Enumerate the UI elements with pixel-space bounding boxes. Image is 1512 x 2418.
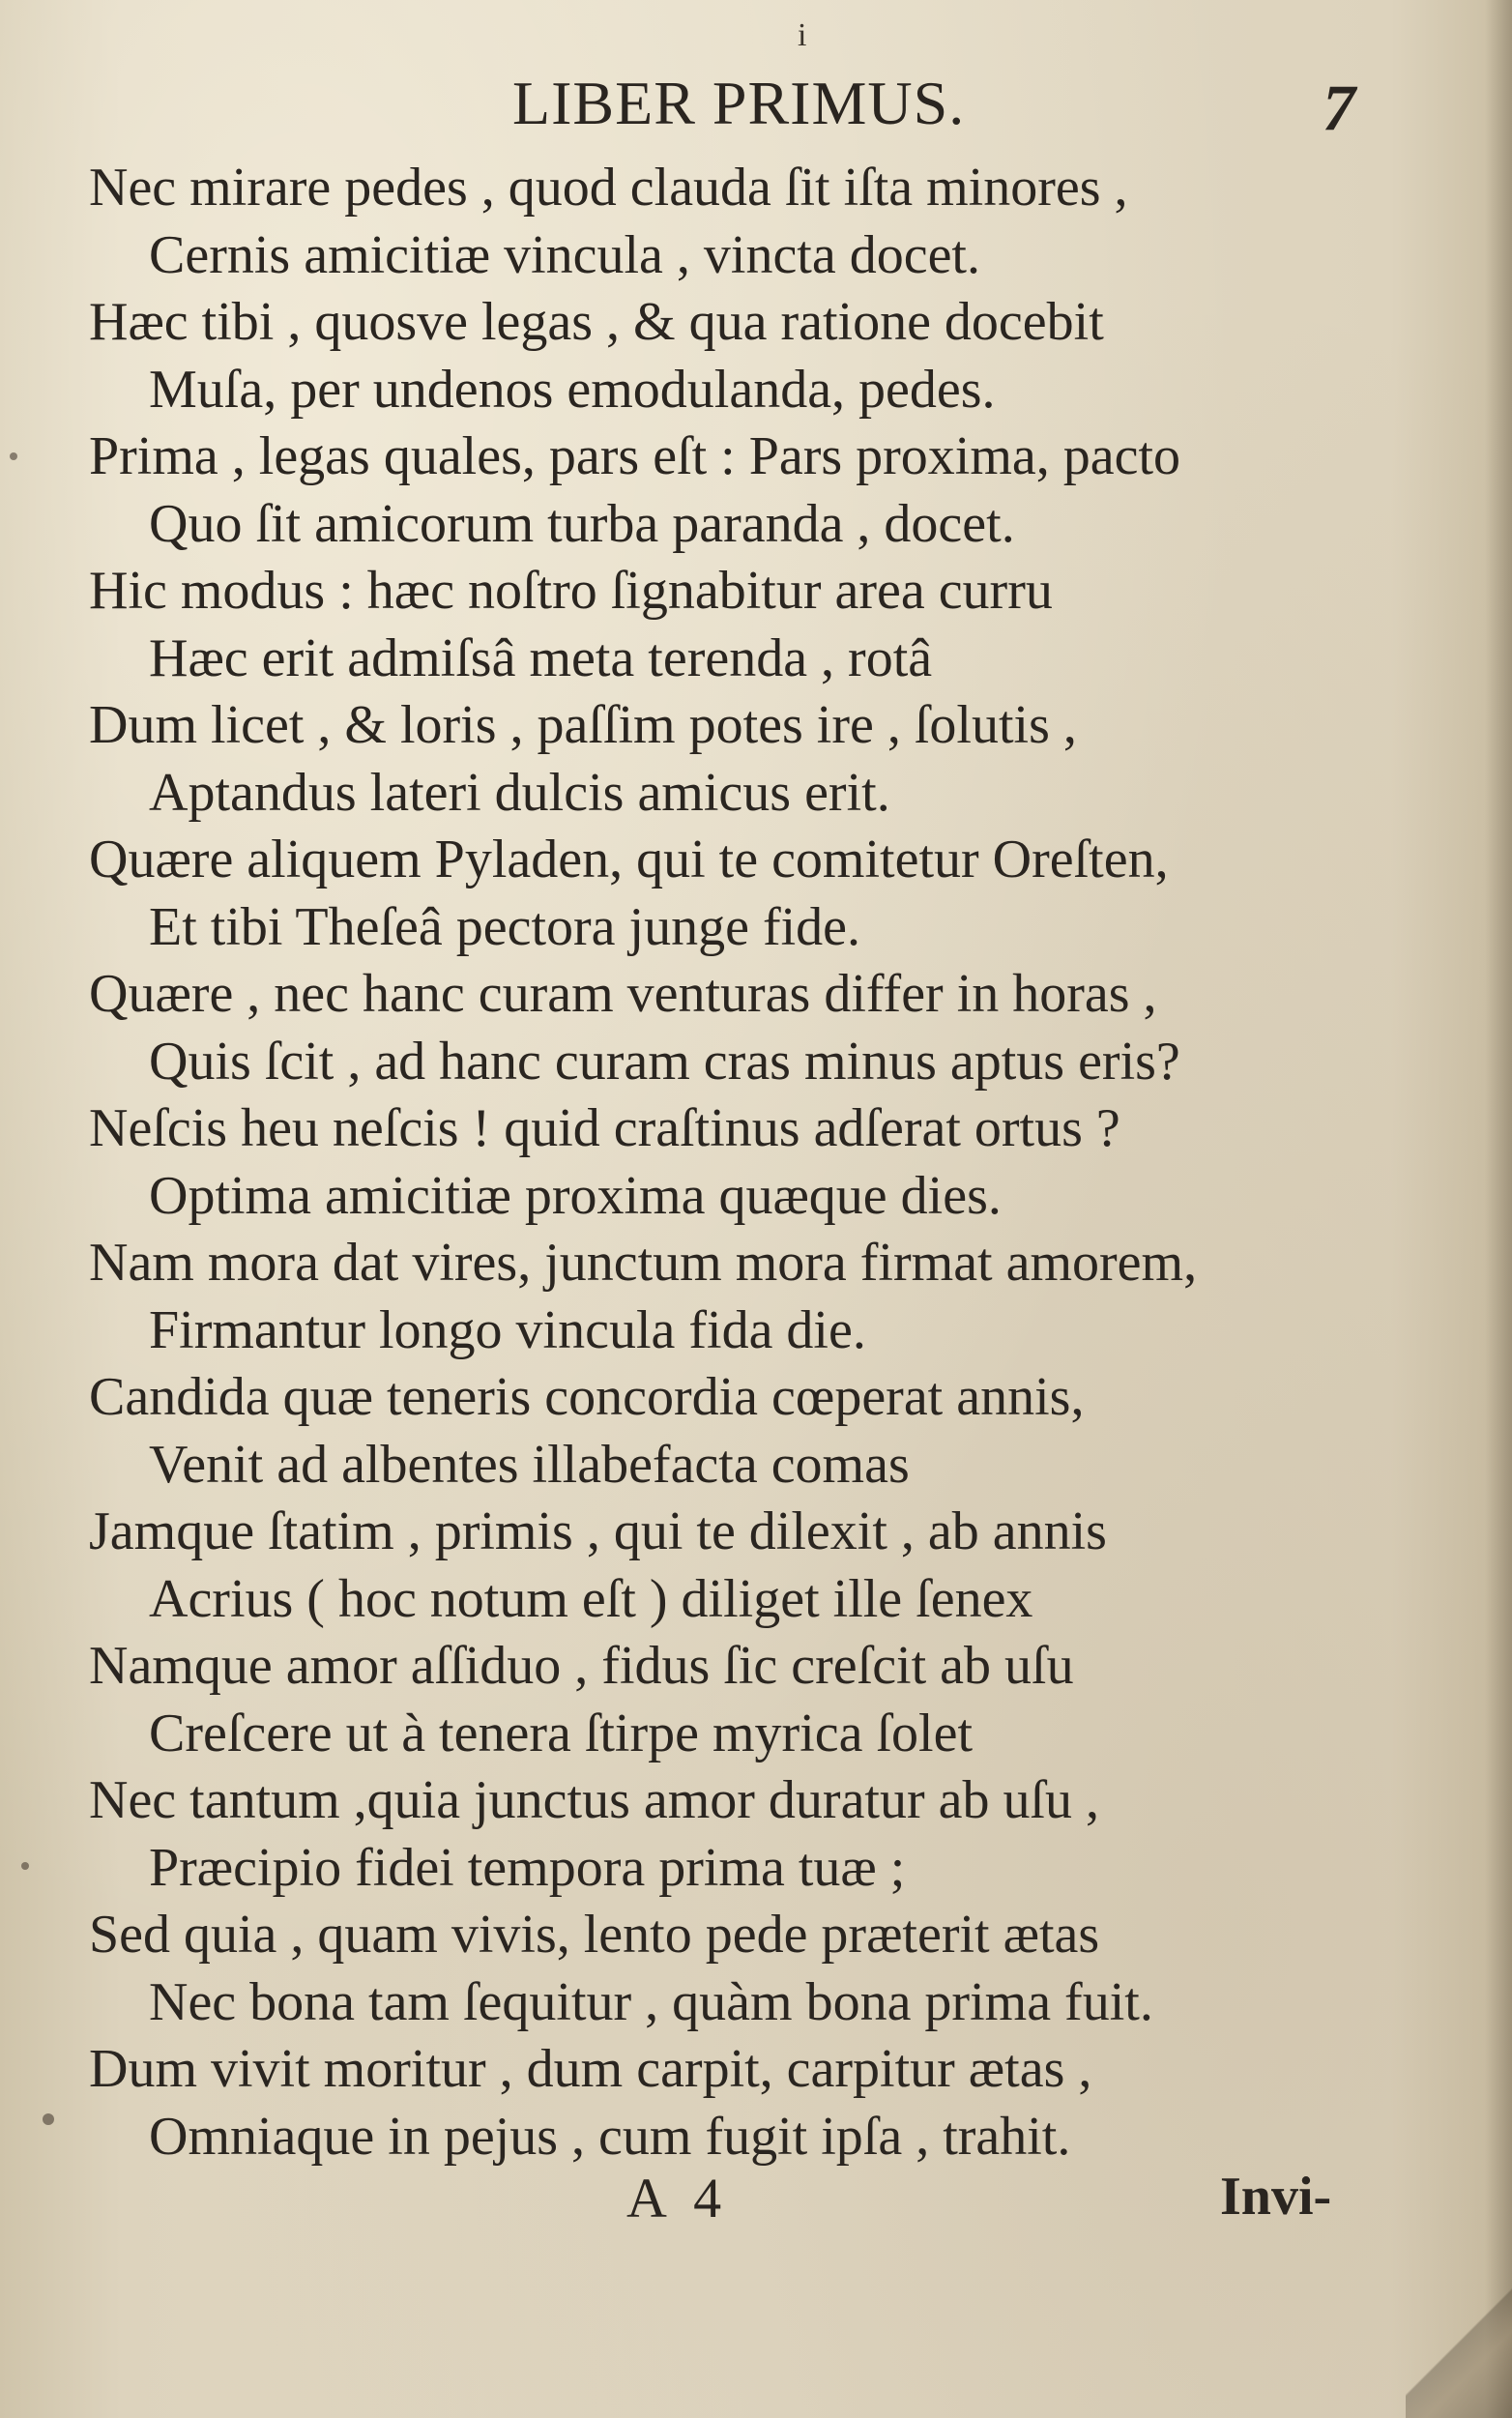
page-footer (0, 2166, 1512, 2243)
verse-line: Hæc tibi , quosve legas , & qua ratione docebit (89, 292, 1104, 352)
verse-line: Acrius ( hoc notum eſt ) diliget ille ſenex (149, 1568, 1033, 1629)
verse-line: Venit ad albentes illabefacta comas (149, 1434, 910, 1495)
verse-line: Quis ſcit , ad hanc curam cras minus aptus eris? (149, 1031, 1180, 1092)
verse-line: Hic modus : hæc noſtro ſignabitur area curru (89, 561, 1053, 621)
verse-line: Muſa, per undenos emodulanda, pedes. (149, 359, 996, 420)
verse-line: Creſcere ut à tenera ſtirpe myrica ſolet (149, 1703, 974, 1763)
signature-mark: A 4 (626, 2167, 730, 2229)
verse-line: Optima amicitiæ proxima quæque dies. (149, 1165, 1002, 1226)
verse-line: Omniaque in pejus , cum fugit ipſa , trahit. (149, 2106, 1071, 2167)
verse-text (0, 155, 1512, 2170)
verse-line: Neſcis heu neſcis ! quid craſtinus adſerat ortus ? (89, 1098, 1120, 1158)
page-number: 7 (1323, 71, 1355, 144)
verse-line: Et tibi Theſeâ pectora junge fide. (149, 896, 861, 957)
verse-line: Dum vivit moritur , dum carpit, carpitur ætas , (89, 2039, 1092, 2099)
verse-line: Quære , nec hanc curam venturas differ in horas , (89, 964, 1157, 1024)
verse-line: Candida quæ teneris concordia cœperat annis, (89, 1367, 1085, 1427)
verse-line: Præcipio fidei tempora prima tuæ ; (149, 1837, 906, 1898)
verse-line: Nec mirare pedes , quod clauda ſit iſta minores , (89, 158, 1128, 218)
verse-line: Hæc erit admiſsâ meta terenda , rotâ (149, 627, 933, 688)
verse-line: Namque amor aſſiduo , fidus ſic creſcit ab uſu (89, 1636, 1074, 1696)
verse-line: Sed quia , quam vivis, lento pede præterit ætas (89, 1905, 1100, 1965)
verse-line: Prima , legas quales, pars eſt : Pars proxima, pacto (89, 426, 1181, 486)
verse-line: Nam mora dat vires, junctum mora firmat amorem, (89, 1233, 1198, 1293)
running-title: LIBER PRIMUS. (512, 69, 966, 137)
top-mark: i (798, 17, 807, 53)
verse-line: Quo ſit amicorum turba paranda , docet. (149, 493, 1015, 554)
verse-line: Nec tantum ,quia junctus amor duratur ab uſu , (89, 1770, 1100, 1830)
catchword: Invi- (1220, 2167, 1332, 2227)
verse-line: Quære aliquem Pyladen, qui te comitetur Oreſten, (89, 830, 1169, 889)
verse-line: Cernis amicitiæ vincula , vincta docet. (149, 224, 980, 285)
running-head (0, 68, 1512, 145)
verse-line: Nec bona tam ſequitur , quàm bona prima fuit. (149, 1971, 1153, 2032)
verse-line: Jamque ſtatim , primis , qui te dilexit , ab annis (89, 1501, 1107, 1561)
verse-line: Firmantur longo vincula fida die. (149, 1299, 866, 1360)
page-corner-curl (1406, 2234, 1512, 2418)
verse-line: Dum licet , & loris , paſſim potes ire , ſolutis , (89, 695, 1077, 755)
verse-line: Aptandus lateri dulcis amicus erit. (149, 762, 890, 823)
